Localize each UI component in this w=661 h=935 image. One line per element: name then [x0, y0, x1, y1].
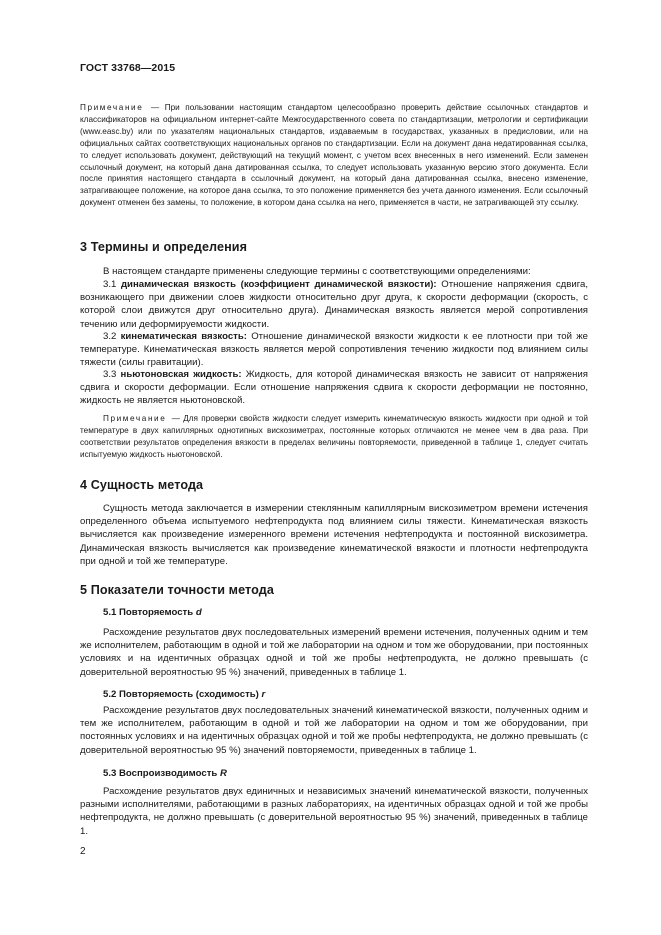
note-text: — При пользовании настоящим стандартом целесообразно проверить действие ссылочных стандартов и классификаторов на официальном интернет-сайте Межгосударственного совета по стандартизации, метрологии и сертификации (www.easc.by) или по указателям национальных стандартов, издаваемым в государствах, указанных в предисловии, или на официальных сайтах соответствующих национальных органов по стандартизации. Если на документ дана недатированная ссылка, то следует использовать документ, действующий на текущий момент, с учетом всех внесенных в него изменений. Если заменен ссылочный документ, на который дана датированная ссылка, то следует использовать указанную версию этого документа. Если после принятия настоящего стандарта в ссылочный документ, на который дана датированная ссылка, внесено изменение, затрагивающее положение, на которое дана ссылка, то это положение применяется без учета данного изменения. Если ссылочный документ отменен без замены, то положение, в котором дана ссылка на него, применяется в части, не затрагивающей эту ссылку. [80, 103, 588, 208]
section-4-text: Сущность метода заключается в измерении стеклянным капиллярным вискозиметром времени истечения определенного объема испытуемого нефтепродукта под влиянием силы тяжести. Кинематическая вязкость вычисляется как произведение измеренного времени истечения нефтепродукта и постоянной вискозиметра. Динамическая вязкость вычисляется как произведение кинематической вязкости и плотности нефтепродукта при одной и той же температуре. [80, 503, 588, 567]
subsection-5-3-heading [103, 768, 227, 779]
term-3-2-name: кинематическая вязкость: [120, 331, 247, 342]
note-lead: Примечание [80, 103, 144, 112]
subsection-5-2-text: Расхождение результатов двух последовательных значений кинематической вязкости, полученных одним и тем же исполнителем, работающим в одной и той же лаборатории на одном и том же оборудовании, при постоянных условиях и на идентичных образцах одной и той же пробы нефтепродукта, не должно превышать (с доверительной вероятностью 95 %) значений повторяемости, приведенных в таблице 1. [80, 705, 588, 756]
subsection-5-1-text: Расхождение результатов двух последовательных измерений времени истечения, полученных одним и тем же исполнителем, работающим в одной и той же лаборатории на одном и том же оборудовании, при постоянных условиях и на идентичных образцах одной и той же пробы нефтепродукта, не должно превышать (с доверительной вероятностью 95 %) значений, приведенных в таблице 1. [80, 627, 588, 678]
note-newtonian-lead: Примечание [103, 414, 167, 423]
subsection-5-3-text: Расхождение результатов двух единичных и независимых значений кинематической вязкости, полученных разными исполнителями, работающими в разных лабораториях, на идентичных образцах одной и той же пробы нефтепродукта, не должно превышать (с доверительной вероятностью 95 %) значений, приведенных в таблице 1. [80, 786, 588, 837]
term-3-1-name: динамическая вязкость (коэффициент динамической вязкости): [120, 279, 437, 290]
subsection-5-2-symbol: r [261, 689, 266, 700]
term-3-3-number: 3.3 [103, 369, 121, 380]
term-3-2-number: 3.2 [103, 331, 121, 342]
subsection-5-1-heading [103, 607, 202, 618]
section-4-heading: 4 Сущность метода [80, 478, 204, 492]
document-code-header: ГОСТ 33768—2015 [80, 62, 176, 74]
subsection-5-3-title: 5.3 Воспроизводимость [103, 768, 220, 779]
subsection-5-1-symbol: d [195, 607, 202, 618]
note-referenced-standards [80, 102, 588, 209]
note-newtonian-text: — Для проверки свойств жидкости следует измерить кинематическую вязкость жидкости при одной и той температуре в двух капиллярных однотипных вискозиметрах, постоянные которых отличаются не менее чем в два раза. При соответствии результатов определения вязкости в пределах величины повторяемости, приведенной в таблице 1, следует считать испытуемую жидкость ньютоновской. [80, 414, 588, 459]
term-3-3-definition: Жидкость, для которой динамическая вязкость не зависит от напряжения сдвига и скорости деформации. Если отношение напряжения сдвига к скорости деформации не постоянно, жидкость не является ньютоновской. [80, 369, 588, 407]
term-3-1-number: 3.1 [103, 279, 121, 290]
section-5-heading: 5 Показатели точности метода [80, 583, 274, 597]
term-3-3 [80, 368, 588, 408]
term-3-3-name: ньютоновская жидкость: [120, 369, 242, 380]
page-number: 2 [80, 846, 86, 857]
subsection-5-3-symbol: R [219, 768, 227, 779]
section-3-heading: 3 Термины и определения [80, 240, 248, 254]
term-3-1-definition: Отношение напряжения сдвига, возникающего при движении слоев жидкости относительно друг друга, к скорости деформации (скорость, с которой слои движутся друг относительно друга). Динамическая вязкость является мерой сопротивления течению или деформируемости жидкости. [80, 279, 588, 330]
subsection-5-1-title: 5.1 Повторяемость [103, 607, 196, 618]
section-3-intro: В настоящем стандарте применены следующие термины с соответствующими определениями: [103, 266, 531, 277]
note-newtonian-check [80, 413, 588, 461]
subsection-5-2-heading [103, 689, 265, 700]
subsection-5-2-title: 5.2 Повторяемость (сходимость) [103, 689, 262, 700]
term-3-2 [80, 330, 588, 370]
term-3-1 [80, 278, 588, 331]
term-3-2-definition: Отношение динамической вязкости жидкости к ее плотности при той же температуре. Кинематическая вязкость является мерой сопротивления течению жидкости под влиянием силы тяжести (силы гравитации). [80, 331, 588, 369]
